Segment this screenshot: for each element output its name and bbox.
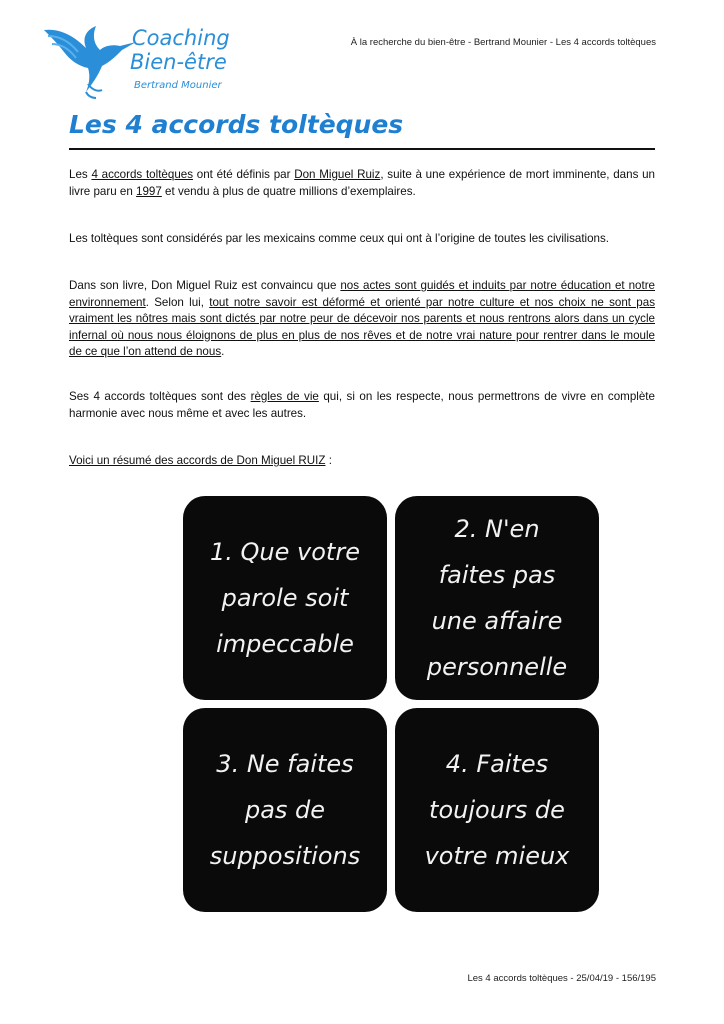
paragraph-3 — [69, 278, 655, 361]
card-2-line-2: faites pas — [438, 561, 556, 589]
card-3-line-2: pas de — [244, 796, 326, 824]
card-2-line-1: 2. N'en — [454, 515, 540, 543]
logo-line2: Bien-être — [130, 50, 227, 74]
p4-underlined: règles de vie — [250, 390, 319, 403]
card-3-line-3: suppositions — [209, 842, 361, 870]
p1-text-g: et vendu à plus de quatre millions d’exemplaires. — [161, 184, 416, 198]
p1-link-accords: 4 accords toltèques — [91, 168, 194, 181]
paragraph-5 — [69, 453, 655, 470]
card-1-line-2: parole soit — [221, 584, 349, 612]
p1-link-1997: 1997 — [136, 184, 162, 198]
paragraph-1 — [69, 167, 655, 200]
card-accord-1 — [183, 496, 387, 700]
running-header: À la recherche du bien-être - Bertrand Mounier - Les 4 accords toltèques — [350, 37, 656, 48]
card-accord-3 — [183, 708, 387, 912]
card-2-line-3: une affaire — [431, 607, 563, 635]
card-4-line-3: votre mieux — [424, 842, 570, 870]
card-1-line-1: 1. Que votre — [210, 538, 360, 566]
p3-text-e: . — [221, 345, 225, 358]
logo-line3: Bertrand Mounier — [134, 80, 222, 91]
card-4-line-1: 4. Faites — [445, 750, 549, 778]
title-divider — [69, 148, 655, 150]
p4-text-c: qui, si on les respecte, nous permettrons de vivre en complète harmonie avec nous même et avec les autres. — [69, 390, 655, 420]
logo — [42, 22, 242, 102]
page-footer: Les 4 accords toltèques - 25/04/19 - 156/195 — [467, 973, 656, 984]
p3-text-c: . Selon lui, — [145, 295, 210, 309]
hummingbird-icon — [42, 22, 137, 102]
logo-line1: Coaching — [132, 26, 230, 50]
p1-text-a: Les — [69, 168, 92, 181]
accords-cards — [183, 496, 599, 912]
paragraph-2: Les toltèques sont considérés par les mexicains comme ceux qui ont à l’origine de toutes les civilisations. — [69, 232, 610, 245]
p4-text-a: Ses 4 accords toltèques sont des — [69, 390, 251, 403]
p3-underlined-2: tout notre savoir est déformé et orienté par notre culture et nos choix ne sont pas vraiment les nôtres mais sont dictés par notre peur de décevoir nos parents et nous rentrons alors dans un cycle infernal où nous nous éloignons de plus en plus de nos rêves et de notre vrai nature pour rentrer dans le moule de ce que l’on attend de nous — [69, 295, 655, 358]
p1-link-ruiz: Don Miguel Ruiz — [294, 168, 381, 181]
p5-text-b: : — [325, 454, 332, 467]
card-1-line-3: impeccable — [216, 630, 354, 658]
paragraph-4 — [69, 389, 655, 422]
p1-text-c: ont été définis par — [193, 168, 295, 181]
p3-underlined-1: nos actes sont guidés et induits par notre éducation et notre environnement — [69, 279, 656, 309]
card-3-line-1: 3. Ne faites — [216, 750, 354, 778]
card-accord-2 — [395, 496, 599, 700]
card-2-line-4: personnelle — [426, 653, 568, 681]
p1-text-e: , suite à une expérience de mort imminente, dans un livre paru en — [69, 168, 655, 198]
card-accord-4 — [395, 708, 599, 912]
p3-text-a: Dans son livre, Don Miguel Ruiz est convaincu que — [69, 279, 341, 292]
page-title: Les 4 accords toltèques — [69, 110, 404, 139]
p5-underlined: Voici un résumé des accords de Don Miguel RUIZ — [69, 454, 326, 467]
card-4-line-2: toujours de — [429, 796, 565, 824]
